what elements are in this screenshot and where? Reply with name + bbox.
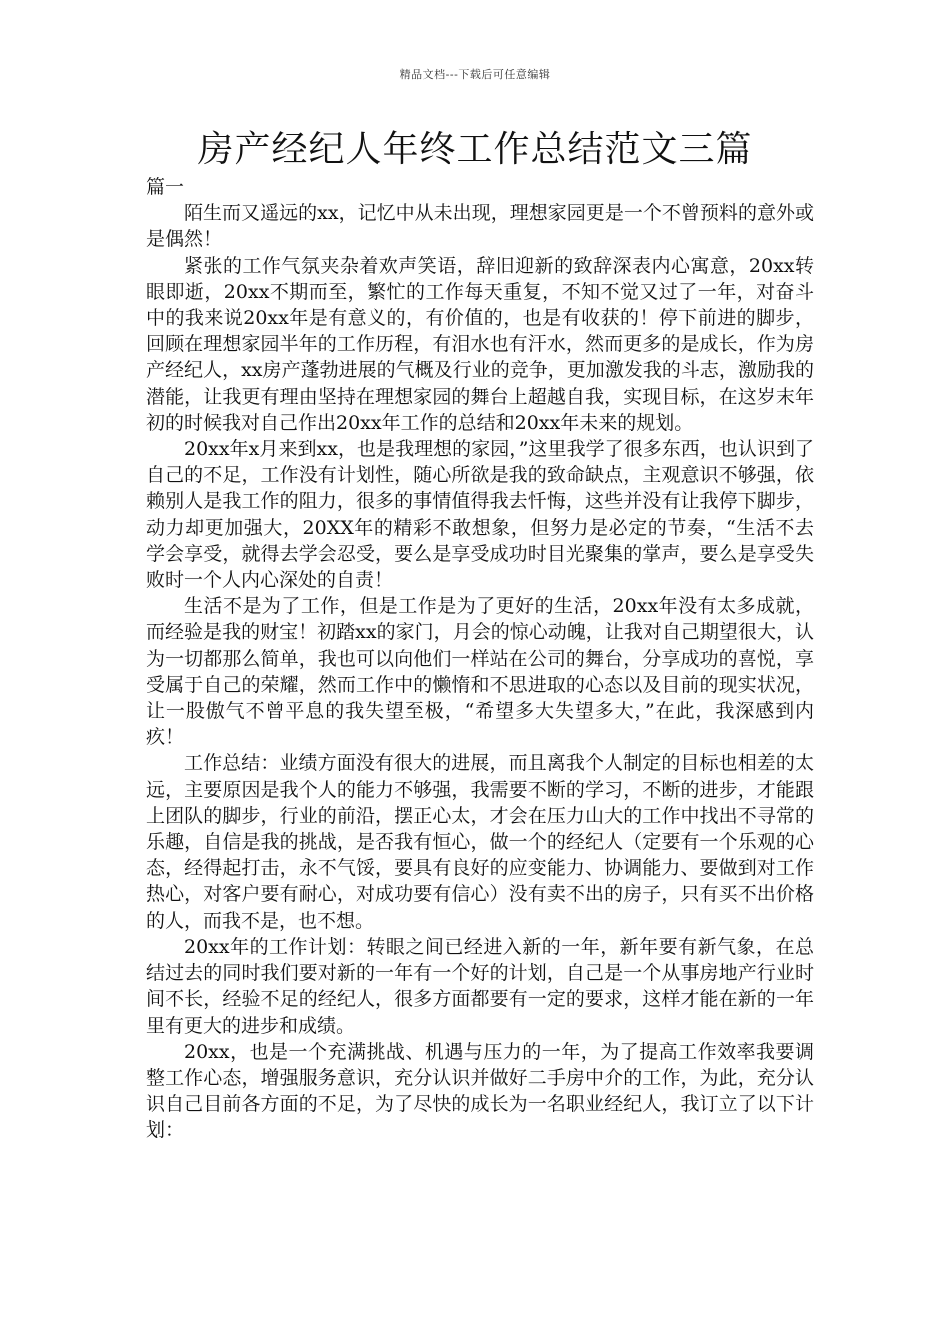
paragraph: 紧张的工作气氛夹杂着欢声笑语，辞旧迎新的致辞深表内心寓意，20xx转眼即逝，20xx不期而至，繁忙的工作每天重复，不知不觉又过了一年，对奋斗中的我来说20xx年是有意义的，有价值的，也是有收获的！停下前进的脚步，回顾在理想家园半年的工作历程，有泪水也有汗水，然而更多的是成长，作为房产经纪人，xx房产蓬勃进展的气概及行业的竞争，更加激发我的斗志，激励我的潜能，让我更有理由坚持在理想家园的舞台上超越自我，实现目标，在这岁末年初的时候我对自己作出20xx年工作的总结和20xx年未来的规划。 bbox=[146, 254, 814, 434]
section-label: 篇一 bbox=[146, 176, 185, 198]
document-body bbox=[146, 174, 814, 1144]
paragraph: 20xx年x月来到xx，也是我理想的家园，”这里我学了很多东西，也认识到了自己的不足，工作没有计划性，随心所欲是我的致命缺点，主观意识不够强，依赖别人是我工作的阻力，很多的事情值得我去忏悔，这些并没有让我停下脚步，动力却更加强大，20XX年的精彩不敢想象，但努力是必定的节奏，“生活不去学会享受，就得去学会忍受，要么是享受成功时目光聚集的掌声，要么是享受失败时一个人内心深处的自责！ bbox=[146, 438, 814, 592]
paragraph: 工作总结：业绩方面没有很大的进展，而且离我个人制定的目标也相差的太远，主要原因是我个人的能力不够强，我需要不断的学习，不断的进步，才能跟上团队的脚步，行业的前沿，摆正心太，才会在压力山大的工作中找出不寻常的乐趣，自信是我的挑战，是否我有恒心，做一个的经纪人（定要有一个乐观的心态，经得起打击，永不气馁，要具有良好的应变能力、协调能力、要做到对工作热心，对客户要有耐心，对成功要有信心）没有卖不出的房子，只有买不出价格的人，而我不是，也不想。 bbox=[146, 752, 814, 932]
paragraph: 20xx，也是一个充满挑战、机遇与压力的一年，为了提高工作效率我要调整工作心态，增强服务意识，充分认识并做好二手房中介的工作，为此，充分认识自己目前各方面的不足，为了尽快的成长为一名职业经纪人，我订立了以下计划： bbox=[146, 1040, 814, 1142]
header-note: 精品文档---下载后可任意编辑 bbox=[399, 68, 551, 81]
paragraph: 20xx年的工作计划：转眼之间已经进入新的一年，新年要有新气象，在总结过去的同时我们要对新的一年有一个好的计划，自己是一个从事房地产行业时间不长，经验不足的经纪人，很多方面都要有一定的要求，这样才能在新的一年里有更大的进步和成绩。 bbox=[146, 935, 814, 1037]
paragraph: 生活不是为了工作，但是工作是为了更好的生活，20xx年没有太多成就，而经验是我的财宝！初踏xx的家门，月会的惊心动魄，让我对自己期望很大，认为一切都那么简单，我也可以向他们一样站在公司的舞台，分享成功的喜悦，享受属于自己的荣耀，然而工作中的懒惰和不思进取的心态以及目前的现实状况，让一股傲气不曾平息的我失望至极，“希望多大失望多大，”在此，我深感到内疚！ bbox=[146, 595, 814, 749]
document-title: 房产经纪人年终工作总结范文三篇 bbox=[197, 129, 753, 170]
paragraph: 陌生而又遥远的xx，记忆中从未出现，理想家园更是一个不曾预料的意外或是偶然！ bbox=[146, 202, 814, 251]
